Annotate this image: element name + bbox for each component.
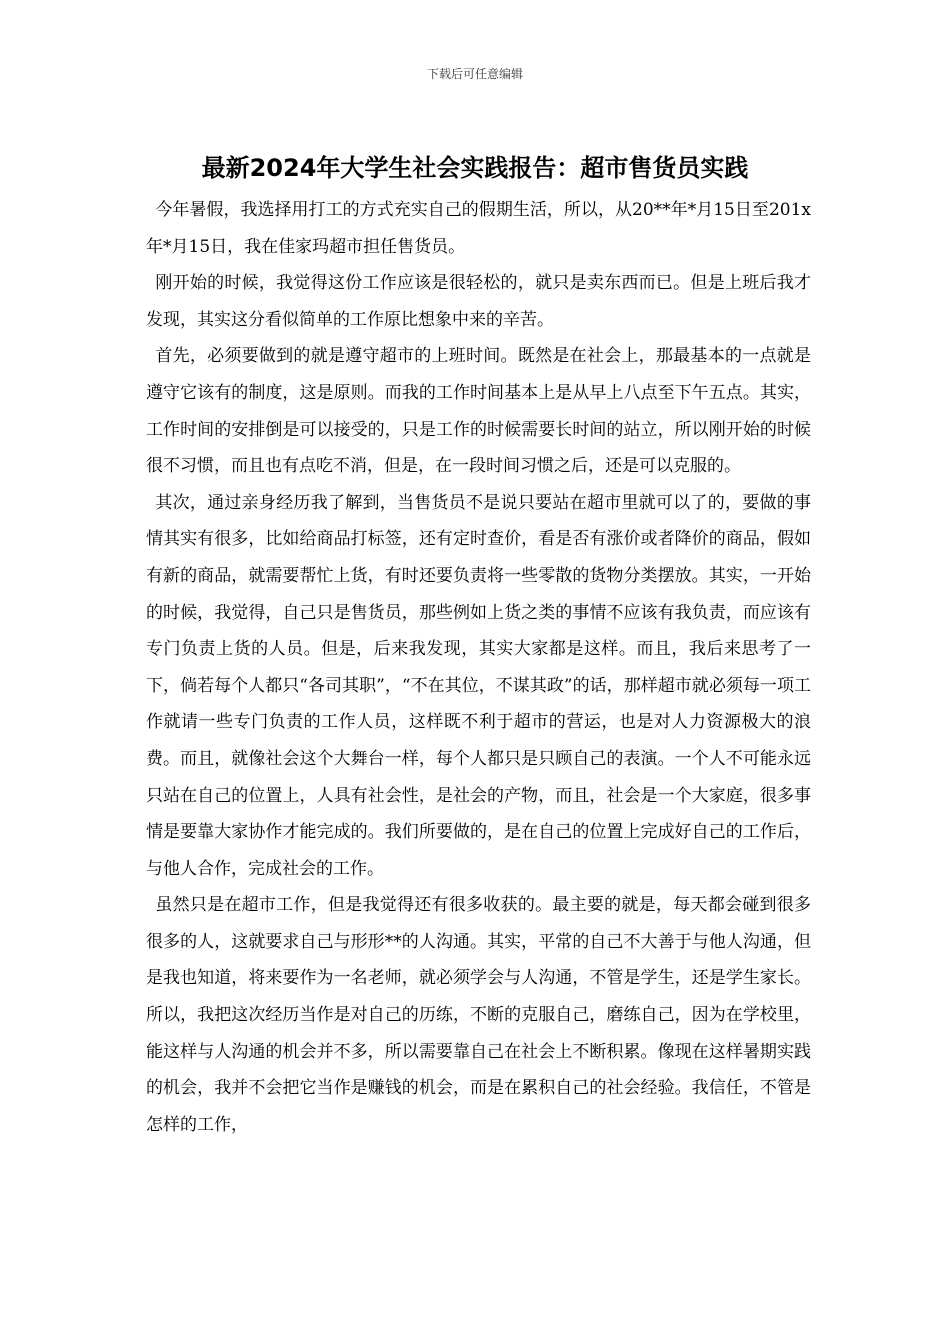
document-body xyxy=(146,192,811,1143)
paragraph: 首先，必须要做到的就是遵守超市的上班时间。既然是在社会上，那最基本的一点就是遵守它该有的制度，这是原则。而我的工作时间基本上是从早上八点至下午五点。其实，工作时间的安排倒是可以接受的，只是工作的时候需要长时间的站立，所以刚开始的时候很不习惯，而且也有点吃不消，但是，在一段时间习惯之后，还是可以克服的。 xyxy=(146,346,811,477)
paragraph: 虽然只是在超市工作，但是我觉得还有很多收获的。最主要的就是，每天都会碰到很多很多的人，这就要求自己与形形**的人沟通。其实，平常的自己不大善于与他人沟通，但是我也知道，将来要作为一名老师，就必须学会与人沟通，不管是学生，还是学生家长。所以，我把这次经历当作是对自己的历练，不断的克服自己，磨练自己，因为在学校里，能这样与人沟通的机会并不多，所以需要靠自己在社会上不断积累。像现在这样暑期实践的机会，我并不会把它当作是赚钱的机会，而是在累积自己的社会经验。我信任，不管是怎样的工作， xyxy=(146,895,811,1135)
paragraph: 刚开始的时候，我觉得这份工作应该是很轻松的，就只是卖东西而已。但是上班后我才发现，其实这分看似简单的工作原比想象中来的辛苦。 xyxy=(146,273,811,330)
paragraph: 今年暑假，我选择用打工的方式充实自己的假期生活，所以，从20**年*月15日至201x年*月15日，我在佳家玛超市担任售货员。 xyxy=(146,200,811,257)
header-note: 下载后可任意编辑 xyxy=(426,67,523,81)
paragraph: 其次，通过亲身经历我了解到，当售货员不是说只要站在超市里就可以了的，要做的事情其实有很多，比如给商品打标签，还有定时查价，看是否有涨价或者降价的商品，假如有新的商品，就需要帮忙上货，有时还要负责将一些零散的货物分类摆放。其实，一开始的时候，我觉得，自己只是售货员，那些例如上货之类的事情不应该有我负责，而应该有专门负责上货的人员。但是，后来我发现，其实大家都是这样。而且，我后来思考了一下，倘若每个人都只“各司其职”，“不在其位，不谋其政”的话，那样超市就必须每一项工作就请一些专门负责的工作人员，这样既不利于超市的营运，也是对人力资源极大的浪费。而且，就像社会这个大舞台一样，每个人都只是只顾自己的表演。一个人不可能永远只站在自己的位置上，人具有社会性，是社会的产物，而且，社会是一个大家庭，很多事情是要靠大家协作才能完成的。我们所要做的，是在自己的位置上完成好自己的工作后，与他人合作，完成社会的工作。 xyxy=(146,492,811,879)
document-title: 最新2024年大学生社会实践报告：超市售货员实践 xyxy=(201,154,749,182)
